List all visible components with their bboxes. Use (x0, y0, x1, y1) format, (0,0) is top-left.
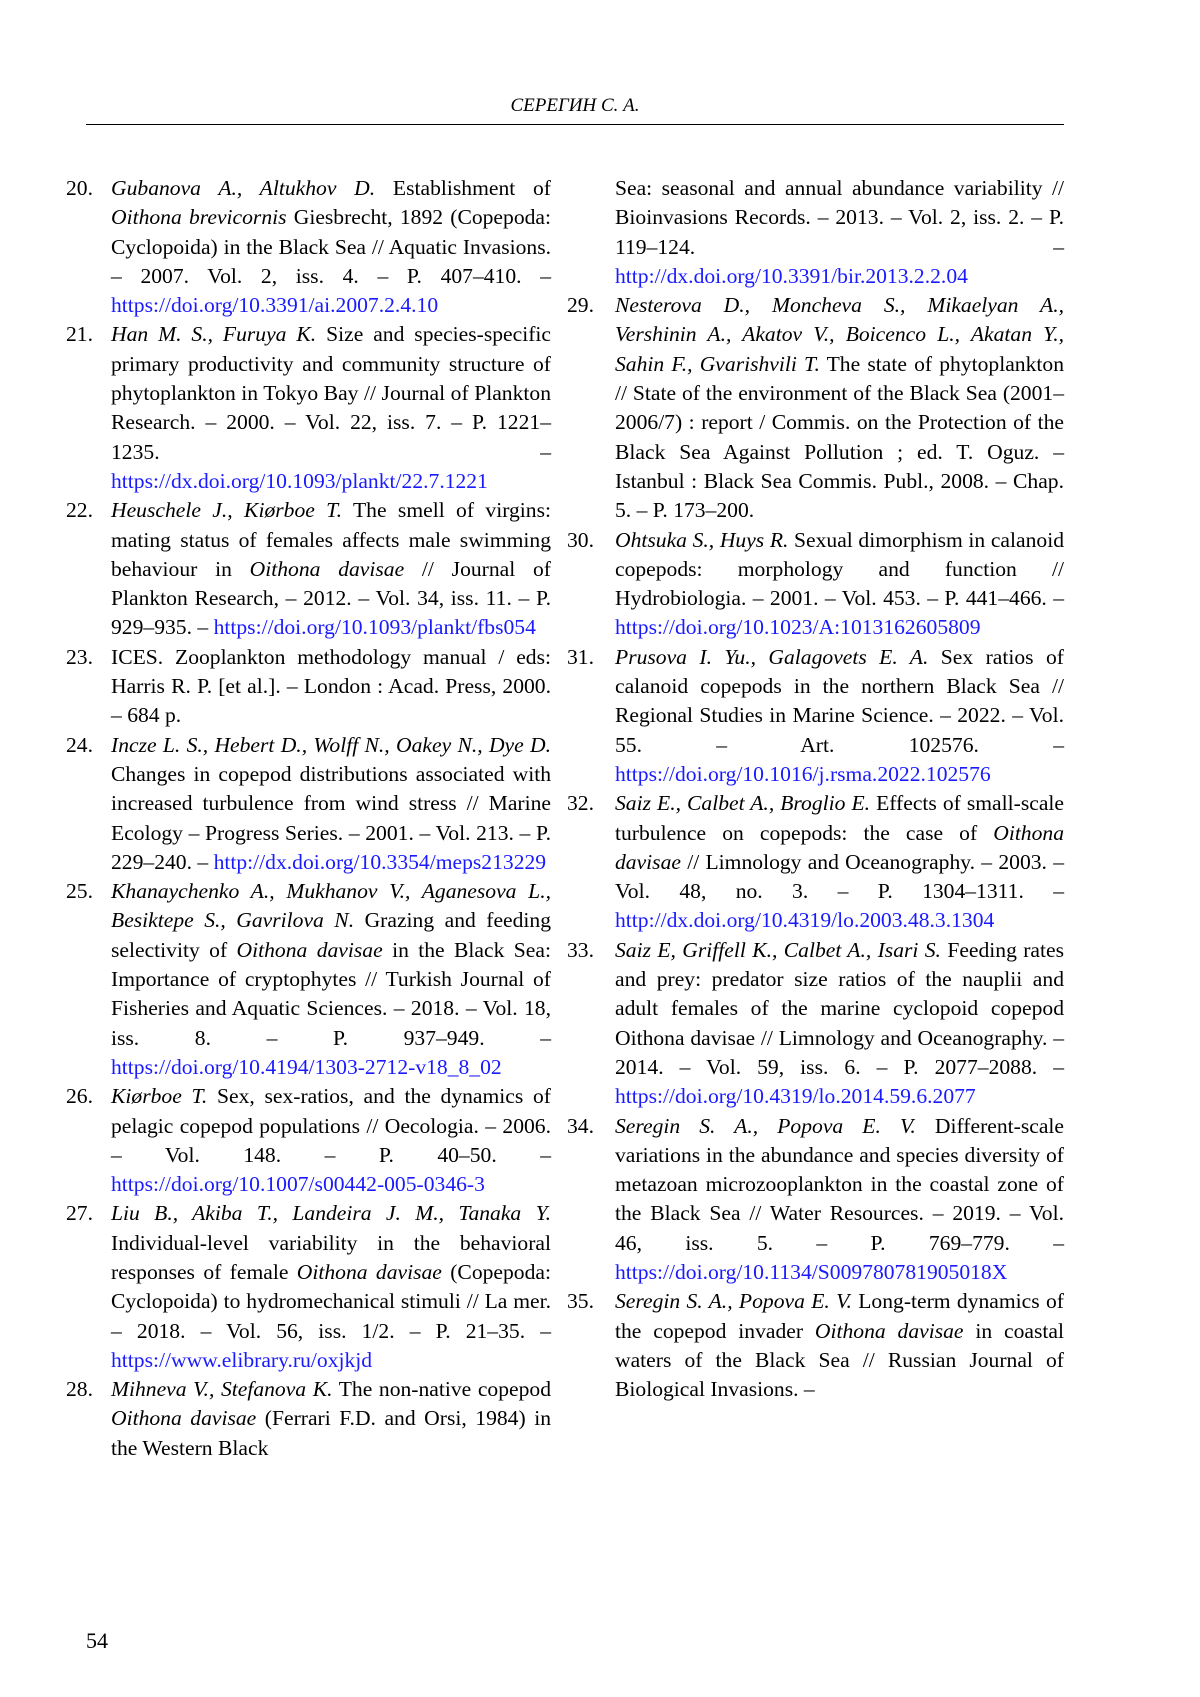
reference-24 (66, 731, 551, 877)
reference-number: 34. (567, 1113, 594, 1138)
reference-30 (567, 526, 1064, 643)
reference-number: 35. (567, 1289, 594, 1314)
doi-link[interactable]: https://doi.org/10.1016/j.rsma.2022.102576 (615, 761, 991, 786)
reference-number: 32. (567, 791, 594, 816)
reference-text: Grazing and feeding selectivity of (111, 908, 552, 962)
doi-link[interactable]: https://doi.org/10.1093/plankt/fbs054 (213, 615, 536, 640)
doi-link[interactable]: https://www.elibrary.ru/oxjkjd (111, 1347, 373, 1372)
doi-link[interactable]: https://doi.org/10.4319/lo.2014.59.6.2077 (615, 1084, 976, 1109)
running-header: СЕРЕГИН С. А. (510, 95, 640, 116)
reference-number: 21. (66, 322, 93, 347)
reference-authors: Prusova I. Yu., Galagovets E. A. (615, 644, 929, 669)
header-rule (86, 124, 1064, 125)
reference-text: Sex, sex-ratios, and the dynamics of pelagic copepod populations // Oecologia. – 2006. – Vol. 148. – P. 40–50. – (111, 1084, 551, 1167)
reference-number: 27. (66, 1201, 93, 1226)
reference-text: Different-scale variations in the abundance and species diversity of metazoan microzooplankton in the coastal zone of the Black Sea // Water Resources. – 2019. – Vol. 46, iss. 5. – P. 769–779. – (615, 1113, 1064, 1255)
reference-number: 29. (567, 293, 594, 318)
reference-text: Changes in copepod distributions associated with increased turbulence from wind stress // Marine Ecology – Progress Series. – 2001. – Vol. 213. – P. 229–240. – (111, 761, 551, 874)
reference-text: Feeding rates and prey: predator size ratios of the nauplii and adult females of the marine cyclopoid copepod Oithona davisae // Limnology and Oceanography. – 2014. – Vol. 59, iss. 6. – P. 2077–2088. – (615, 937, 1064, 1079)
reference-text: Sex ratios of calanoid copepods in the northern Black Sea // Regional Studies in Marine Science. – 2022. – Vol. 55. – Art. 102576. – (615, 644, 1064, 757)
reference-authors: Incze L. S., Hebert D., Wolff N., Oakey N., Dye D. (111, 732, 551, 757)
reference-number: 26. (66, 1084, 93, 1109)
reference-35 (567, 1287, 1064, 1404)
species-name: Oithona davisae (111, 1406, 257, 1431)
reference-number: 33. (567, 937, 594, 962)
reference-31 (567, 643, 1064, 789)
reference-text: Establishment of (375, 176, 551, 200)
reference-number: 22. (66, 498, 93, 523)
doi-link[interactable]: http://dx.doi.org/10.3391/bir.2013.2.2.04 (615, 263, 968, 288)
reference-authors: Seregin S. A., Popova E. V. (615, 1289, 852, 1314)
left-column (66, 174, 551, 1463)
reference-number: 24. (66, 732, 93, 757)
doi-link[interactable]: https://doi.org/10.4194/1303-2712-v18_8_02 (111, 1054, 502, 1079)
reference-text: The non-native copepod (332, 1377, 551, 1402)
reference-28 (66, 1375, 551, 1463)
reference-authors: Kiørboe T. (111, 1084, 208, 1109)
reference-authors: Heuschele J., Kiørboe T. (111, 498, 342, 523)
reference-authors: Seregin S. A., Popova E. V. (615, 1113, 916, 1138)
reference-text: Effects of small-scale turbulence on copepods: the case of (615, 791, 1064, 845)
doi-link[interactable]: http://dx.doi.org/10.3354/meps213229 (213, 849, 547, 874)
reference-number: 23. (66, 644, 93, 669)
reference-text: Sea: seasonal and annual abundance variability // Bioinvasions Records. – 2013. – Vol. 2, iss. 2. – P. 119–124. – (615, 176, 1064, 259)
species-name: Oithona davisae (615, 820, 1064, 874)
reference-text: Sexual dimorphism in calanoid copepods: morphology and function // Hydrobiologia. – 2001. – Vol. 453. – P. 441–466. – (615, 527, 1064, 611)
reference-number: 28. (66, 1377, 93, 1402)
reference-27 (66, 1199, 551, 1375)
reference-text: The smell of virgins: mating status of females affects male swimming behaviour in (111, 498, 552, 581)
species-name: Oithona davisae (249, 556, 405, 581)
page-number: 54 (86, 1628, 108, 1653)
reference-28-continued (570, 174, 1064, 291)
reference-20 (66, 174, 551, 320)
species-name: Oithona brevicornis (111, 205, 287, 230)
reference-authors: Saiz E., Calbet A., Broglio E. (615, 791, 871, 816)
reference-21 (66, 320, 551, 496)
doi-link[interactable]: https://doi.org/10.1007/s00442-005-0346-3 (111, 1172, 485, 1197)
reference-authors: Ohtsuka S., Huys R. (615, 527, 789, 552)
reference-authors: Mihneva V., Stefanova K. (111, 1377, 333, 1402)
reference-text: Long-term dynamics of the copepod invader (615, 1289, 1064, 1343)
reference-text: // Journal of Plankton Research, – 2012. – Vol. 34, iss. 11. – P. 929–935. – (111, 556, 551, 640)
doi-link[interactable]: https://dx.doi.org/10.1093/plankt/22.7.1221 (111, 468, 488, 493)
doi-link[interactable]: https://doi.org/10.3391/ai.2007.2.4.10 (111, 293, 439, 318)
reference-text: // Limnology and Oceanography. – 2003. – Vol. 48, no. 3. – P. 1304–1311. – (615, 849, 1064, 904)
reference-number: 30. (567, 527, 594, 552)
reference-22 (66, 496, 551, 642)
reference-32 (567, 789, 1064, 935)
reference-number: 31. (567, 644, 594, 669)
reference-authors: Khanaychenko A., Mukhanov V., Aganesova L., Besiktepe S., Gavrilova N. (111, 879, 551, 933)
reference-authors: Saiz E, Griffell K., Calbet A., Isari S. (615, 937, 941, 962)
doi-link[interactable]: http://dx.doi.org/10.4319/lo.2003.48.3.1304 (615, 908, 995, 933)
reference-text: (Ferrari F.D. and Orsi, 1984) in the Western Black (111, 1406, 551, 1460)
reference-authors: Gubanova A., Altukhov D. (111, 176, 376, 200)
reference-number: 20. (66, 176, 93, 200)
reference-text: Size and species-specific primary productivity and community structure of phytoplankton in Tokyo Bay // Journal of Plankton Research. – 2000. – Vol. 22, iss. 7. – P. 1221–1235. – (111, 322, 551, 464)
reference-text: Individual-level variability in the behavioral responses of female (111, 1230, 551, 1284)
reference-text: The state of phytoplankton // State of the environment of the Black Sea (2001–2006/7) : report / Commis. on the Protection of the Black Sea Against Pollution ; ed. T. Oguz. – Istanbul : Black Sea Commis. Publ., 2008. – Chap. 5. – P. 173–200. (615, 351, 1064, 523)
reference-text: ICES. Zooplankton methodology manual / eds: Harris R. P. [et al.]. – London : Acad. Press, 2000. – 684 p. (111, 644, 551, 728)
species-name: Oithona davisae (296, 1259, 442, 1284)
reference-authors: Han M. S., Furuya K. (111, 322, 317, 347)
reference-text: Giesbrecht, 1892 (Copepoda: Cyclopoida) in the Black Sea // Aquatic Invasions. – 2007. Vol. 2, iss. 4. – P. 407–410. – (111, 205, 551, 288)
reference-26 (66, 1082, 551, 1199)
reference-34 (567, 1112, 1064, 1288)
reference-23 (66, 643, 551, 731)
reference-text: in coastal waters of the Black Sea // Russian Journal of Biological Invasions. – (615, 1318, 1064, 1402)
species-name: Oithona davisae (814, 1318, 964, 1343)
reference-authors: Nesterova D., Moncheva S., Mikaelyan A., Vershinin A., Akatov V., Boicenco L., Akatan Y., Sahin F., Gvarishvili T. (615, 293, 1064, 376)
reference-authors: Liu B., Akiba T., Landeira J. M., Tanaka Y. (111, 1201, 551, 1226)
reference-33 (567, 936, 1064, 1112)
doi-link[interactable]: https://doi.org/10.1134/S009780781905018X (615, 1259, 1008, 1284)
species-name: Oithona davisae (236, 937, 383, 962)
reference-number: 25. (66, 879, 93, 904)
reference-text: in the Black Sea: Importance of cryptophytes // Turkish Journal of Fisheries and Aquatic Sciences. – 2018. – Vol. 18, iss. 8. – P. 937–949. – (111, 937, 551, 1050)
doi-link[interactable]: https://doi.org/10.1023/A:1013162605809 (615, 615, 981, 640)
reference-25 (66, 877, 551, 1082)
reference-text: (Copepoda: Cyclopoida) to hydromechanical stimuli // La mer. – 2018. – Vol. 56, iss. 1/2. – P. 21–35. – (111, 1259, 551, 1343)
right-column (567, 174, 1064, 1404)
reference-29 (567, 291, 1064, 525)
